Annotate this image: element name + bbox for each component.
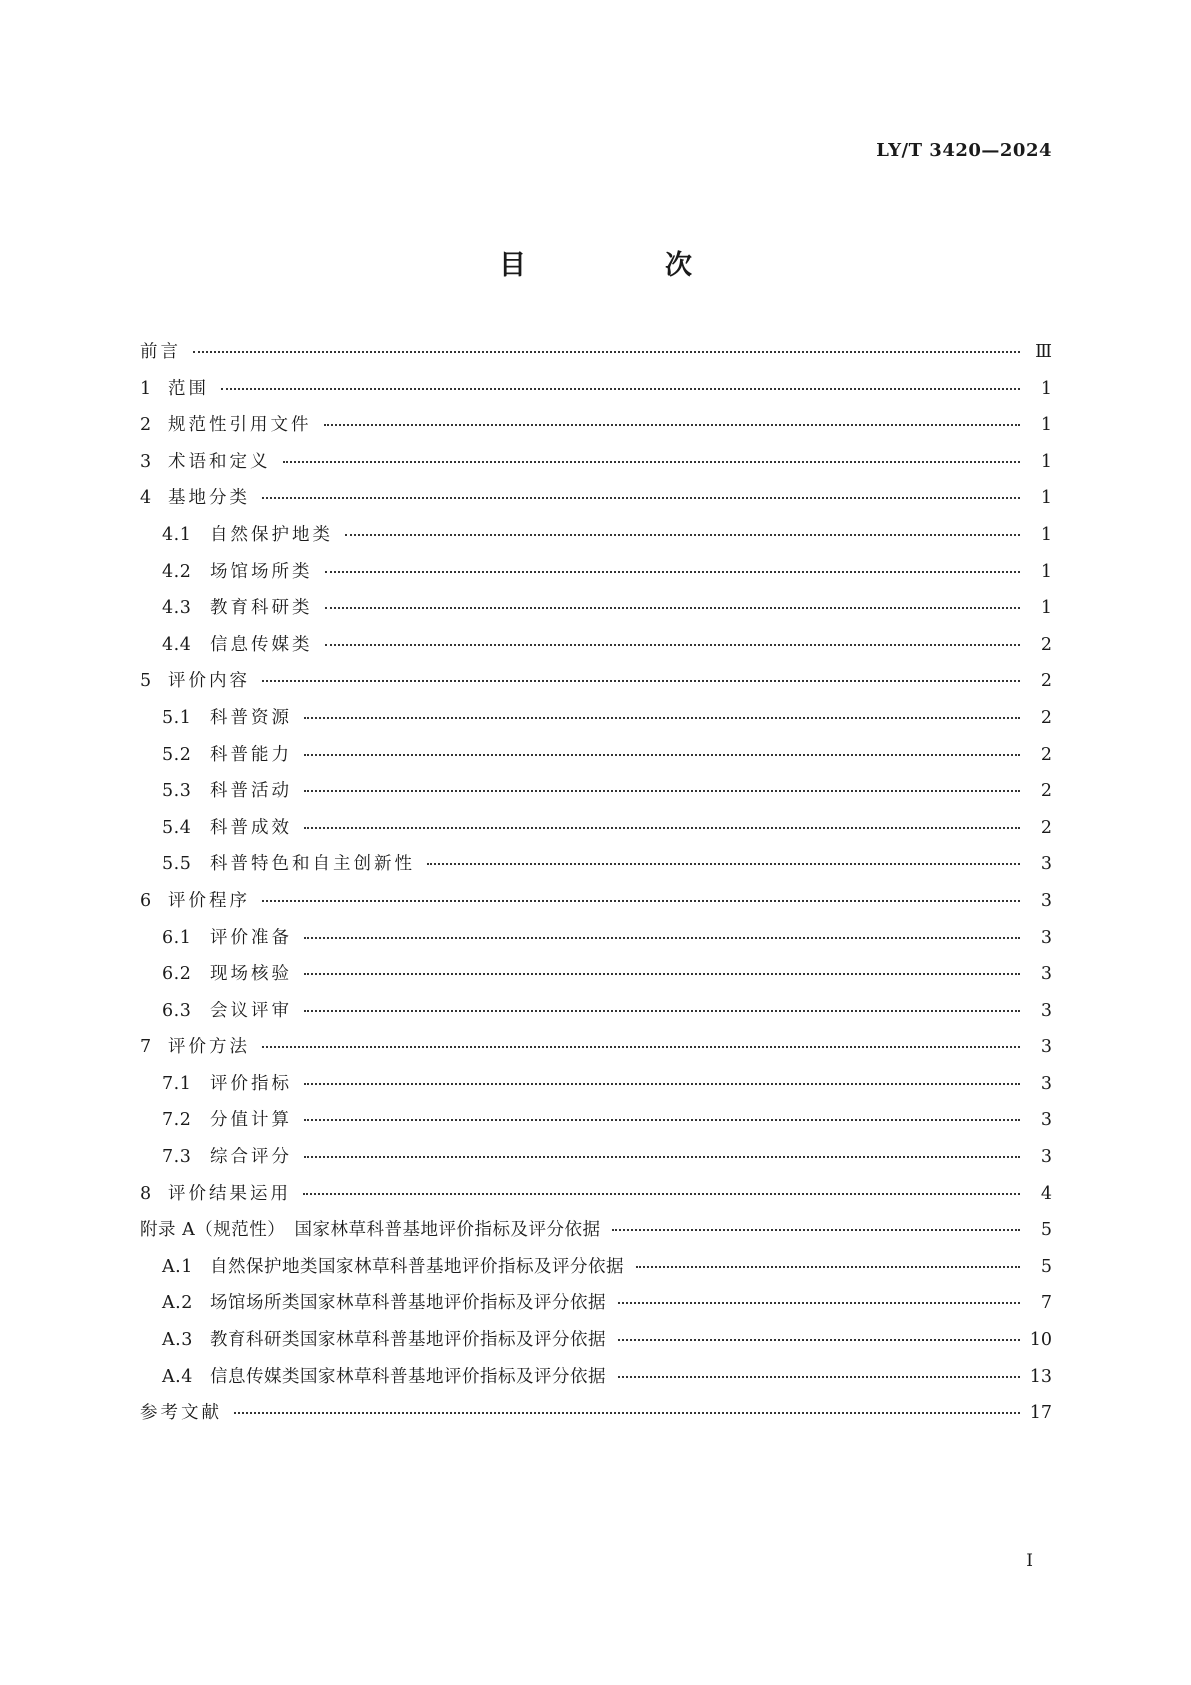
toc-entry-page: 3 bbox=[1040, 1037, 1052, 1058]
toc-entry-label: 现场核验 bbox=[210, 964, 292, 985]
toc-entry-page: Ⅲ bbox=[1035, 342, 1052, 362]
toc-entry-number: 4 bbox=[140, 488, 152, 509]
toc-entry-label: 教育科研类国家林草科普基地评价指标及评分依据 bbox=[210, 1330, 606, 1351]
toc-entry-page: 3 bbox=[1040, 1000, 1052, 1021]
toc-entry-page: 1 bbox=[1040, 415, 1052, 436]
toc-entry-label: 科普成效 bbox=[210, 817, 292, 838]
toc-entry-number: 6 bbox=[140, 890, 152, 911]
dot-leader bbox=[234, 1412, 1020, 1414]
toc-entry[interactable] bbox=[140, 1143, 1052, 1180]
toc-entry-number: 7 bbox=[140, 1037, 152, 1058]
toc-entry[interactable] bbox=[140, 814, 1052, 851]
dot-leader bbox=[304, 790, 1020, 792]
dot-leader bbox=[612, 1229, 1020, 1231]
toc-entry-page: 1 bbox=[1040, 451, 1052, 472]
dot-leader bbox=[262, 900, 1020, 902]
toc-entry-label: 评价指标 bbox=[210, 1073, 292, 1094]
table-of-contents bbox=[140, 338, 1052, 1436]
toc-entry-page: 3 bbox=[1040, 1147, 1052, 1168]
toc-entry[interactable] bbox=[140, 521, 1052, 558]
toc-entry-label: 评价程序 bbox=[168, 890, 250, 911]
toc-entry-label: 科普能力 bbox=[210, 744, 292, 765]
toc-entry[interactable] bbox=[140, 631, 1052, 668]
toc-entry-label: 评价方法 bbox=[168, 1037, 250, 1058]
toc-entry-page: 3 bbox=[1040, 964, 1052, 985]
toc-entry[interactable] bbox=[140, 411, 1052, 448]
toc-entry-page: 5 bbox=[1040, 1220, 1052, 1241]
toc-entry-label: 自然保护地类国家林草科普基地评价指标及评分依据 bbox=[210, 1256, 624, 1277]
toc-entry-number: 3 bbox=[140, 451, 152, 472]
toc-entry-number: 6.1 bbox=[162, 927, 192, 948]
toc-entry[interactable] bbox=[140, 850, 1052, 887]
toc-entry-label: 场馆场所类 bbox=[210, 561, 313, 582]
toc-entry-number: 1 bbox=[140, 378, 152, 399]
toc-entry-number: A.3 bbox=[162, 1330, 193, 1351]
toc-entry-number: 5.2 bbox=[162, 744, 192, 765]
toc-entry-label: 场馆场所类国家林草科普基地评价指标及评分依据 bbox=[210, 1293, 606, 1314]
toc-entry-label: 附录 A（规范性） 国家林草科普基地评价指标及评分依据 bbox=[140, 1220, 601, 1241]
dot-leader bbox=[262, 1046, 1020, 1048]
toc-entry-label: 综合评分 bbox=[210, 1147, 292, 1168]
toc-entry-number: 6.3 bbox=[162, 1000, 192, 1021]
toc-entry-page: 2 bbox=[1040, 817, 1052, 838]
dot-leader bbox=[304, 754, 1020, 756]
toc-entry-label: 分值计算 bbox=[210, 1110, 292, 1131]
toc-entry-page: 10 bbox=[1029, 1330, 1052, 1351]
toc-entry-number: A.1 bbox=[162, 1256, 193, 1277]
toc-entry-number: A.4 bbox=[162, 1366, 193, 1387]
toc-entry-label: 基地分类 bbox=[168, 488, 250, 509]
toc-entry[interactable] bbox=[140, 1253, 1052, 1290]
toc-entry[interactable] bbox=[140, 1180, 1052, 1217]
toc-entry-page: 17 bbox=[1029, 1403, 1052, 1424]
toc-entry[interactable] bbox=[140, 338, 1052, 375]
toc-entry[interactable] bbox=[140, 375, 1052, 412]
toc-entry-label: 术语和定义 bbox=[168, 451, 271, 472]
toc-entry-page: 7 bbox=[1040, 1293, 1052, 1314]
toc-entry-label: 会议评审 bbox=[210, 1000, 292, 1021]
toc-entry[interactable] bbox=[140, 887, 1052, 924]
toc-entry[interactable] bbox=[140, 1216, 1052, 1253]
dot-leader bbox=[283, 461, 1021, 463]
toc-entry-label: 前言 bbox=[140, 342, 181, 362]
dot-leader bbox=[304, 1010, 1020, 1012]
toc-entry[interactable] bbox=[140, 1106, 1052, 1143]
toc-entry-number: 4.3 bbox=[162, 598, 192, 619]
toc-entry[interactable] bbox=[140, 1070, 1052, 1107]
dot-leader bbox=[304, 973, 1020, 975]
toc-entry-page: 2 bbox=[1040, 781, 1052, 802]
toc-entry-number: 4.1 bbox=[162, 524, 192, 545]
toc-entry[interactable] bbox=[140, 594, 1052, 631]
toc-entry-number: 5.3 bbox=[162, 781, 192, 802]
toc-entry[interactable] bbox=[140, 558, 1052, 595]
dot-leader bbox=[304, 1083, 1020, 1085]
page-number: I bbox=[1026, 1551, 1033, 1571]
toc-entry-label: 评价内容 bbox=[168, 671, 250, 692]
toc-entry-label: 参考文献 bbox=[140, 1403, 222, 1424]
dot-leader bbox=[325, 607, 1021, 609]
toc-entry-number: 2 bbox=[140, 415, 152, 436]
toc-entry-page: 1 bbox=[1040, 378, 1052, 399]
dot-leader bbox=[345, 534, 1020, 536]
toc-entry-page: 2 bbox=[1040, 707, 1052, 728]
toc-entry-page: 1 bbox=[1040, 561, 1052, 582]
toc-entry-label: 信息传媒类国家林草科普基地评价指标及评分依据 bbox=[210, 1366, 606, 1387]
toc-entry[interactable] bbox=[140, 1326, 1052, 1363]
toc-entry-page: 2 bbox=[1040, 671, 1052, 692]
dot-leader bbox=[303, 1193, 1020, 1195]
dot-leader bbox=[304, 827, 1020, 829]
toc-entry-number: 5.4 bbox=[162, 817, 192, 838]
toc-entry[interactable] bbox=[140, 1399, 1052, 1436]
toc-entry-number: 4.4 bbox=[162, 634, 192, 655]
dot-leader bbox=[618, 1339, 1020, 1341]
toc-entry[interactable] bbox=[140, 777, 1052, 814]
toc-entry-number: 5 bbox=[140, 671, 152, 692]
dot-leader bbox=[304, 717, 1020, 719]
toc-entry-number: A.2 bbox=[162, 1293, 193, 1314]
toc-entry-number: 4.2 bbox=[162, 561, 192, 582]
toc-entry-number: 5.1 bbox=[162, 707, 192, 728]
dot-leader bbox=[618, 1302, 1020, 1304]
toc-entry[interactable] bbox=[140, 667, 1052, 704]
toc-entry[interactable] bbox=[140, 1363, 1052, 1400]
dot-leader bbox=[618, 1376, 1020, 1378]
toc-entry-number: 7.2 bbox=[162, 1110, 192, 1131]
toc-entry-page: 4 bbox=[1040, 1183, 1052, 1204]
toc-entry[interactable] bbox=[140, 997, 1052, 1034]
dot-leader bbox=[262, 680, 1020, 682]
dot-leader bbox=[262, 497, 1020, 499]
toc-entry[interactable] bbox=[140, 704, 1052, 741]
toc-entry-page: 3 bbox=[1040, 1110, 1052, 1131]
toc-entry[interactable] bbox=[140, 741, 1052, 778]
toc-entry[interactable] bbox=[140, 1033, 1052, 1070]
toc-entry[interactable] bbox=[140, 448, 1052, 485]
standard-code: LY/T 3420—2024 bbox=[876, 140, 1052, 161]
toc-entry-page: 2 bbox=[1040, 634, 1052, 655]
dot-leader bbox=[325, 571, 1021, 573]
toc-entry-label: 范围 bbox=[168, 378, 209, 399]
toc-entry-number: 7.1 bbox=[162, 1073, 192, 1094]
dot-leader bbox=[325, 644, 1021, 646]
dot-leader bbox=[427, 863, 1020, 865]
toc-entry-label: 科普特色和自主创新性 bbox=[210, 854, 415, 875]
dot-leader bbox=[221, 388, 1020, 390]
toc-entry-label: 教育科研类 bbox=[210, 598, 313, 619]
dot-leader bbox=[304, 1119, 1020, 1121]
toc-entry-page: 3 bbox=[1040, 890, 1052, 911]
toc-entry-label: 自然保护地类 bbox=[210, 524, 333, 545]
dot-leader bbox=[324, 424, 1021, 426]
toc-entry[interactable] bbox=[140, 960, 1052, 997]
toc-entry-page: 1 bbox=[1040, 488, 1052, 509]
toc-entry-label: 评价结果运用 bbox=[168, 1183, 291, 1204]
toc-entry-page: 3 bbox=[1040, 854, 1052, 875]
toc-entry-page: 2 bbox=[1040, 744, 1052, 765]
page-title: 目 次 bbox=[499, 250, 748, 281]
toc-entry-number: 5.5 bbox=[162, 854, 192, 875]
toc-entry-number: 6.2 bbox=[162, 964, 192, 985]
dot-leader bbox=[636, 1266, 1020, 1268]
toc-entry-page: 1 bbox=[1040, 524, 1052, 545]
dot-leader bbox=[193, 351, 1020, 353]
toc-entry-number: 7.3 bbox=[162, 1147, 192, 1168]
toc-entry-label: 评价准备 bbox=[210, 927, 292, 948]
toc-entry[interactable] bbox=[140, 484, 1052, 521]
dot-leader bbox=[304, 937, 1020, 939]
toc-entry-label: 科普资源 bbox=[210, 707, 292, 728]
toc-entry-page: 13 bbox=[1029, 1366, 1052, 1387]
toc-entry[interactable] bbox=[140, 924, 1052, 961]
toc-entry-label: 信息传媒类 bbox=[210, 634, 313, 655]
toc-entry-page: 3 bbox=[1040, 927, 1052, 948]
toc-entry-number: 8 bbox=[140, 1183, 152, 1204]
toc-entry-label: 规范性引用文件 bbox=[168, 415, 312, 436]
toc-entry[interactable] bbox=[140, 1289, 1052, 1326]
dot-leader bbox=[304, 1156, 1020, 1158]
toc-entry-label: 科普活动 bbox=[210, 781, 292, 802]
toc-entry-page: 5 bbox=[1040, 1256, 1052, 1277]
toc-entry-page: 3 bbox=[1040, 1073, 1052, 1094]
toc-entry-page: 1 bbox=[1040, 598, 1052, 619]
